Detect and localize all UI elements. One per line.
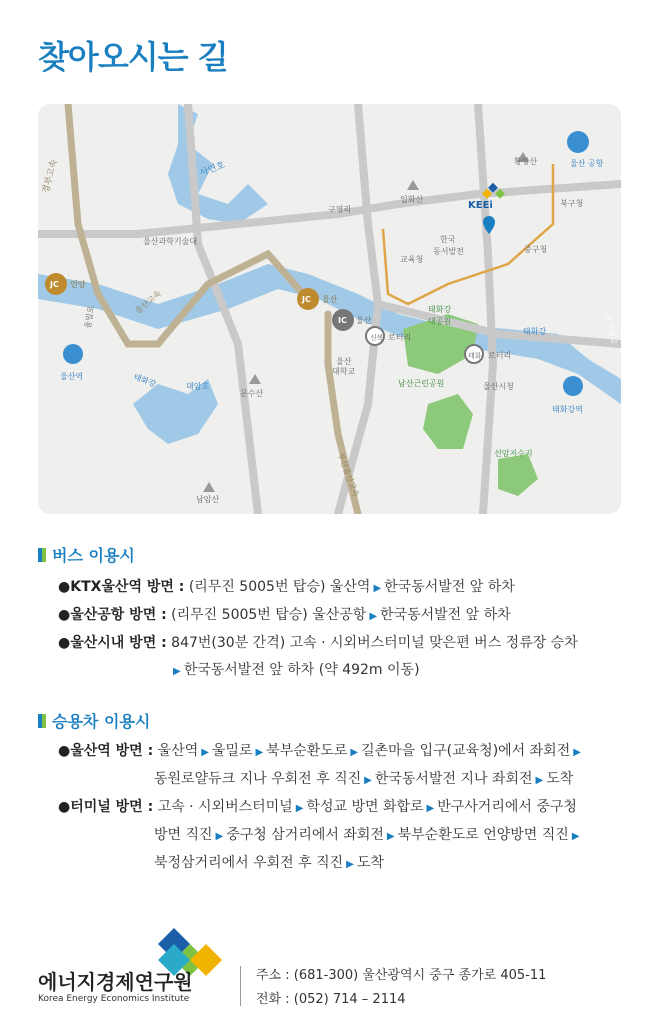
route-step: 도착 xyxy=(546,771,574,787)
map-label: 문수산 xyxy=(240,389,264,398)
car-row-terminal xyxy=(58,794,584,822)
bus-row-city xyxy=(58,630,578,657)
map-label: 대공원 xyxy=(428,317,452,326)
map-label: 울밀로 xyxy=(83,304,96,330)
map-label: 경부고속 xyxy=(41,158,60,195)
car-heading-text: 승용차 이용시 xyxy=(52,712,151,731)
map-label: 남암산 xyxy=(196,495,220,504)
arrow-icon: ▶ xyxy=(535,775,544,786)
map-label: 한국 xyxy=(440,235,456,244)
taehwagang-station-marker xyxy=(563,376,583,396)
route-step: 북정삼거리에서 우회전 후 직진 xyxy=(154,855,344,871)
map-label: 사연호 xyxy=(198,160,227,179)
map-label: 울산시청 xyxy=(483,382,514,391)
bus-heading xyxy=(38,543,578,566)
map-label: 울산대교 xyxy=(604,312,619,345)
row-text: (리무진 5005번 탑승) 울산역 xyxy=(188,579,371,595)
row-text: 한국동서발전 앞 하차 xyxy=(384,579,515,595)
map-label: JC xyxy=(302,295,311,304)
map-label: 중구청 xyxy=(524,245,548,254)
footer xyxy=(38,928,623,1013)
arrow-icon: ▶ xyxy=(364,775,372,786)
map-label: 입화산 xyxy=(400,195,424,204)
map-label: 태화강 xyxy=(132,372,158,389)
map-label: 대암호 xyxy=(186,382,210,391)
route-step: 길촌마을 입구(교육청)에서 좌회전 xyxy=(361,743,571,759)
map-label: 신복 xyxy=(370,334,384,342)
address: 주소 : (681-300) 울산광역시 중구 종가로 405-11 xyxy=(256,968,547,983)
park-seonam xyxy=(498,454,538,496)
bus-row-ktx xyxy=(58,574,578,602)
mountain-icon xyxy=(203,482,215,492)
heading-bar-icon xyxy=(38,714,46,728)
arrow-icon: ▶ xyxy=(369,611,378,622)
contact-info xyxy=(256,964,546,1012)
map-label: JC xyxy=(50,280,59,289)
route-step: 북부순환도로 xyxy=(266,743,348,759)
bus-heading-text: 버스 이용시 xyxy=(52,546,135,565)
map-label: 울산역 xyxy=(60,372,84,381)
map-label: 로터리 xyxy=(488,351,512,360)
row-text: 한국동서발전 앞 하차 xyxy=(380,607,511,623)
route-step: 학성교 방면 화합로 xyxy=(306,799,424,815)
row-text: 847번(30분 간격) 고속 · 시외버스터미널 맞은편 버스 정류장 승차 xyxy=(171,635,578,651)
map-label: 로터리 xyxy=(388,333,412,342)
map-label: 태화 xyxy=(468,352,482,360)
row-label: ●울산공항 방면 : xyxy=(58,607,167,623)
park-namsan xyxy=(423,394,473,449)
route-step: 동원로얄듀크 지나 우회전 후 직진 xyxy=(154,771,362,787)
arrow-icon: ▶ xyxy=(215,831,224,842)
phone: 전화 : (052) 714 – 2114 xyxy=(256,992,406,1007)
bus-row-airport xyxy=(58,602,578,630)
map-label: 울산 xyxy=(356,316,372,325)
page-title: 찾아오시는 길 xyxy=(38,38,228,76)
map-label: KEEi xyxy=(468,200,493,211)
arrow-icon: ▶ xyxy=(346,859,354,870)
map-label: 남산근린공원 xyxy=(398,379,445,388)
car-heading xyxy=(38,709,584,732)
map-label: 대학교 xyxy=(332,367,356,376)
bus-section xyxy=(38,543,578,685)
map-label: 태화강 xyxy=(523,327,547,336)
route-step: 도착 xyxy=(356,855,384,871)
row-label: ●울산시내 방면 : xyxy=(58,635,167,651)
arrow-icon: ▶ xyxy=(386,831,395,842)
arrow-icon: ▶ xyxy=(573,747,581,758)
map-label: 북구청 xyxy=(560,199,584,208)
arrow-icon: ▶ xyxy=(295,803,304,814)
map-label: 선암저수지 xyxy=(494,449,533,458)
row-label: ●KTX울산역 방면 : xyxy=(58,579,185,595)
arrow-icon: ▶ xyxy=(201,747,209,758)
car-row-terminal-cont2 xyxy=(154,850,584,878)
map-label: 황방산 xyxy=(514,157,538,166)
route-line xyxy=(383,164,553,304)
airport-marker xyxy=(567,131,589,153)
location-map xyxy=(38,104,621,514)
map-label: 태화강 xyxy=(428,305,452,314)
map-label: 울산 xyxy=(322,295,338,304)
car-row-station xyxy=(58,738,584,766)
divider xyxy=(240,966,241,1006)
map-label: 교육청 xyxy=(400,255,424,264)
logo-name: 에너지경제연구원 xyxy=(38,970,193,994)
route-step: 한국동서발전 지나 좌회전 xyxy=(374,771,533,787)
arrow-icon: ▶ xyxy=(255,747,264,758)
ulsan-station-marker xyxy=(63,344,83,364)
map-label: 울산고속 xyxy=(133,288,163,316)
row-text: 한국동서발전 앞 하차 (약 492m 이동) xyxy=(183,662,420,678)
route-step: 울밀로 xyxy=(211,743,253,759)
route-step: 고속 · 시외버스터미널 xyxy=(157,799,293,815)
map-label: IC xyxy=(338,316,347,325)
arrow-icon: ▶ xyxy=(350,747,359,758)
route-step: 방면 직진 xyxy=(154,827,213,843)
map-label: 울산과학기술대 xyxy=(143,237,198,246)
map-label: 동서발전 xyxy=(433,247,464,256)
row-label: ●울산역 방면 : xyxy=(58,743,154,759)
arrow-icon: ▶ xyxy=(173,666,181,677)
route-step: 북부순환도로 언양방면 직진 xyxy=(397,827,569,843)
arrow-icon: ▶ xyxy=(373,583,382,594)
map-label: 울산 공항 xyxy=(570,159,604,168)
mountain-icon xyxy=(407,180,419,190)
car-row-terminal-cont xyxy=(154,822,584,850)
route-step: 중구청 삼거리에서 좌회전 xyxy=(226,827,384,843)
map-label: 부산울산고속 xyxy=(336,451,361,499)
arrow-icon: ▶ xyxy=(426,803,435,814)
car-section xyxy=(38,709,584,878)
bus-row-city-cont xyxy=(170,657,578,685)
map-label: 울산 xyxy=(336,357,352,366)
map-label: 태화강역 xyxy=(552,405,583,414)
row-label: ●터미널 방면 : xyxy=(58,799,154,815)
map-label: 구영리 xyxy=(328,205,352,214)
mountain-icon xyxy=(249,374,261,384)
route-step: 울산역 xyxy=(157,743,199,759)
route-step: 반구사거리에서 중구청 xyxy=(437,799,577,815)
map-label: 언양 xyxy=(70,280,86,289)
arrow-icon: ▶ xyxy=(571,831,580,842)
row-text: (리무진 5005번 탑승) 울산공항 xyxy=(171,607,367,623)
heading-bar-icon xyxy=(38,548,46,562)
car-row-station-cont xyxy=(154,766,584,794)
logo-english: Korea Energy Economics Institute xyxy=(38,994,190,1004)
